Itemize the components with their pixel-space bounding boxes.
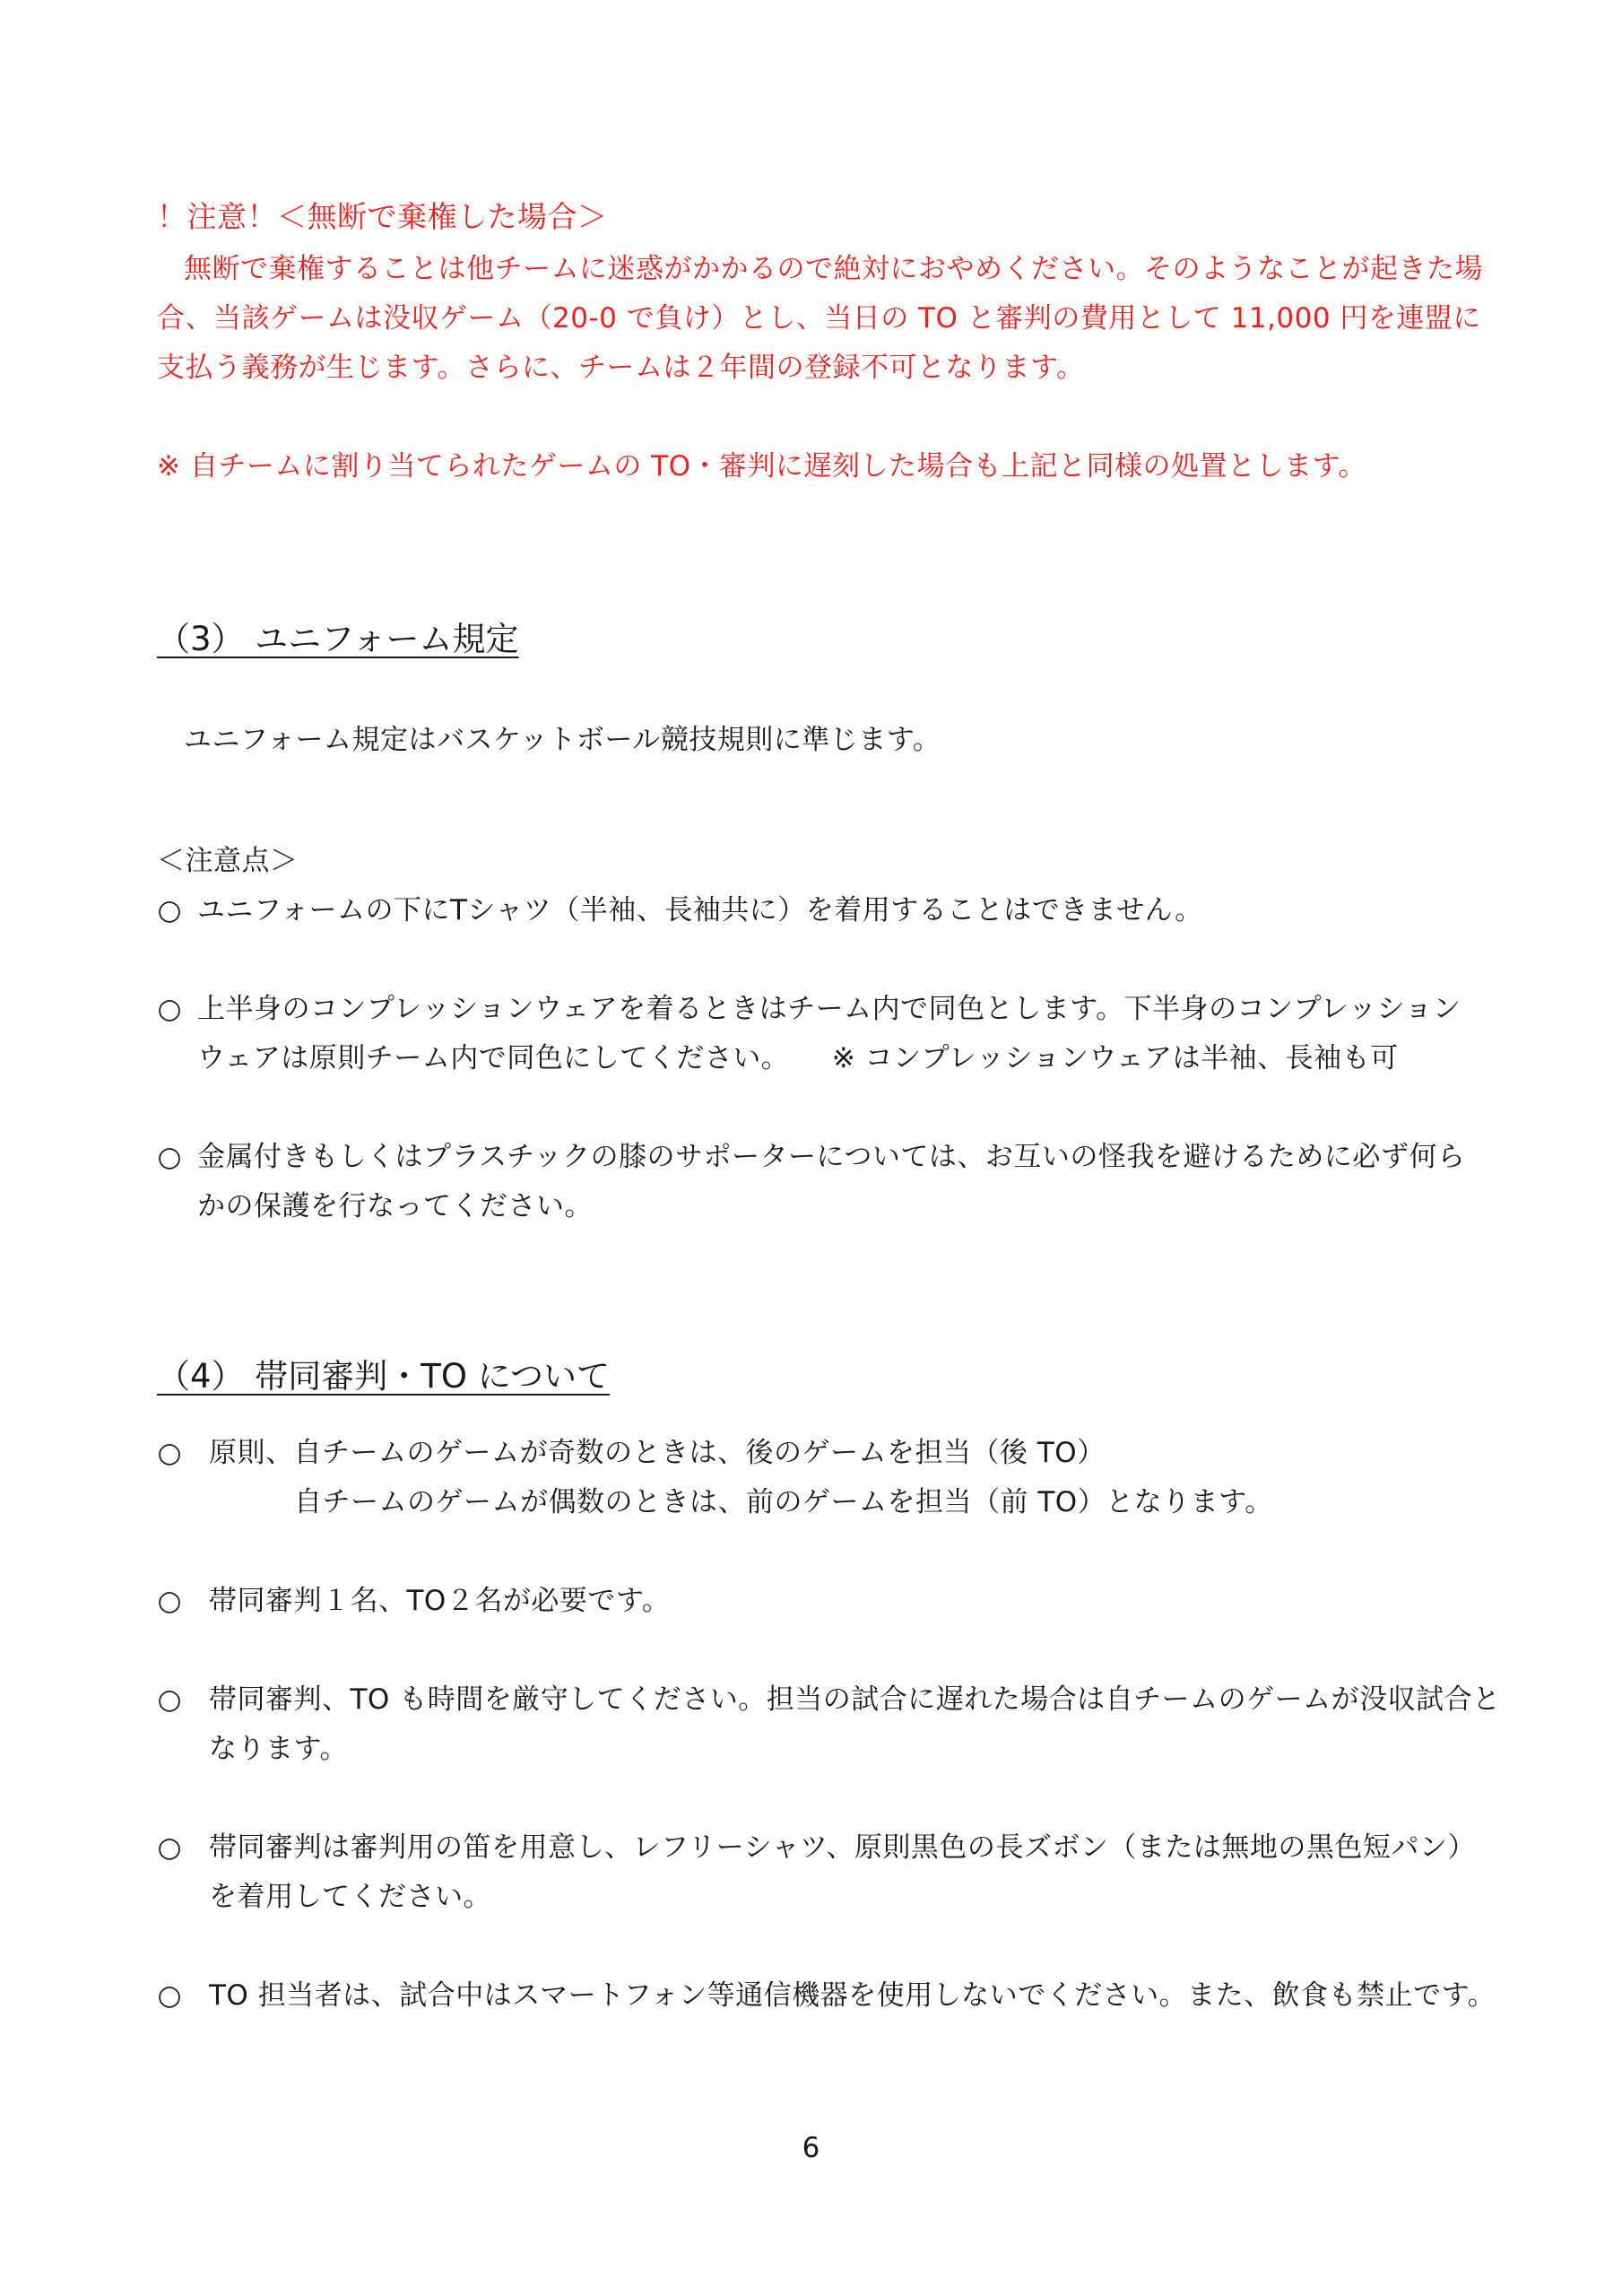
warning-body-line: 支払う義務が生じます。さらに、チームは２年間の登録不可となります。 bbox=[157, 352, 1085, 384]
page-number: 6 bbox=[802, 2132, 820, 2164]
warning-note: ※ 自チームに割り当てられたゲームの TO・審判に遅刻した場合も上記と同様の処置とします。 bbox=[157, 450, 1367, 483]
bullet-icon: ○ bbox=[157, 894, 182, 926]
warning-title: ！注意！＜無断で棄権した場合＞ bbox=[157, 199, 608, 234]
list-item: 原則、自チームのゲームが奇数のときは、後のゲームを担当（後 TO） bbox=[209, 1437, 1106, 1469]
list-item: 上半身のコンプレッションウェアを着るときはチーム内で同色とします。下半身のコンプレッション bbox=[197, 993, 1462, 1025]
bullet-icon: ○ bbox=[157, 993, 182, 1025]
bullet-icon: ○ bbox=[157, 1585, 182, 1617]
list-item: 帯同審判、TO も時間を厳守してください。担当の試合に遅れた場合は自チームのゲームが没収試合と bbox=[209, 1683, 1501, 1716]
notes-label: ＜注意点＞ bbox=[157, 845, 299, 877]
list-item-continuation: ウェアは原則チーム内で同色にしてください。 ※ コンプレッションウェアは半袖、長袖も可 bbox=[197, 1042, 1399, 1074]
section-3-heading: （3） ユニフォーム規定 bbox=[157, 620, 519, 658]
section-4-heading: （4） 帯同審判・TO について bbox=[157, 1357, 611, 1396]
list-item-continuation: を着用してください。 bbox=[209, 1881, 491, 1913]
list-item: ユニフォームの下にTシャツ（半袖、長袖共に）を着用することはできません。 bbox=[197, 894, 1203, 926]
list-item: TO 担当者は、試合中はスマートフォン等通信機器を使用しないでください。また、飲食も禁止です。 bbox=[209, 1979, 1496, 2012]
bullet-icon: ○ bbox=[157, 1979, 182, 2012]
section-3-intro: ユニフォーム規定はバスケットボール競技規則に準じます。 bbox=[184, 724, 941, 756]
list-item-continuation: なります。 bbox=[209, 1733, 349, 1765]
warning-body-line: 合、当該ゲームは没収ゲーム（20-0 で負け）とし、当日の TO と審判の費用として 11,000 円を連盟に bbox=[157, 302, 1481, 335]
bullet-icon: ○ bbox=[157, 1683, 182, 1716]
list-item-continuation: かの保護を行なってください。 bbox=[197, 1190, 593, 1222]
bullet-icon: ○ bbox=[157, 1141, 182, 1173]
list-item: 金属付きもしくはプラスチックの膝のサポーターについては、お互いの怪我を避けるために必ず何ら bbox=[197, 1141, 1466, 1173]
list-item: 帯同審判は審判用の笛を用意し、レフリーシャツ、原則黒色の長ズボン（または無地の黒色短パン） bbox=[209, 1831, 1476, 1864]
warning-body-line: 無断で棄権することは他チームに迷惑がかかるので絶対におやめください。そのようなことが起きた場 bbox=[184, 253, 1483, 285]
bullet-icon: ○ bbox=[157, 1437, 182, 1469]
list-item: 帯同審判１名、TO２名が必要です。 bbox=[209, 1585, 671, 1617]
list-item-continuation: 自チームのゲームが偶数のときは、前のゲームを担当（前 TO）となります。 bbox=[294, 1486, 1273, 1518]
bullet-icon: ○ bbox=[157, 1831, 182, 1864]
